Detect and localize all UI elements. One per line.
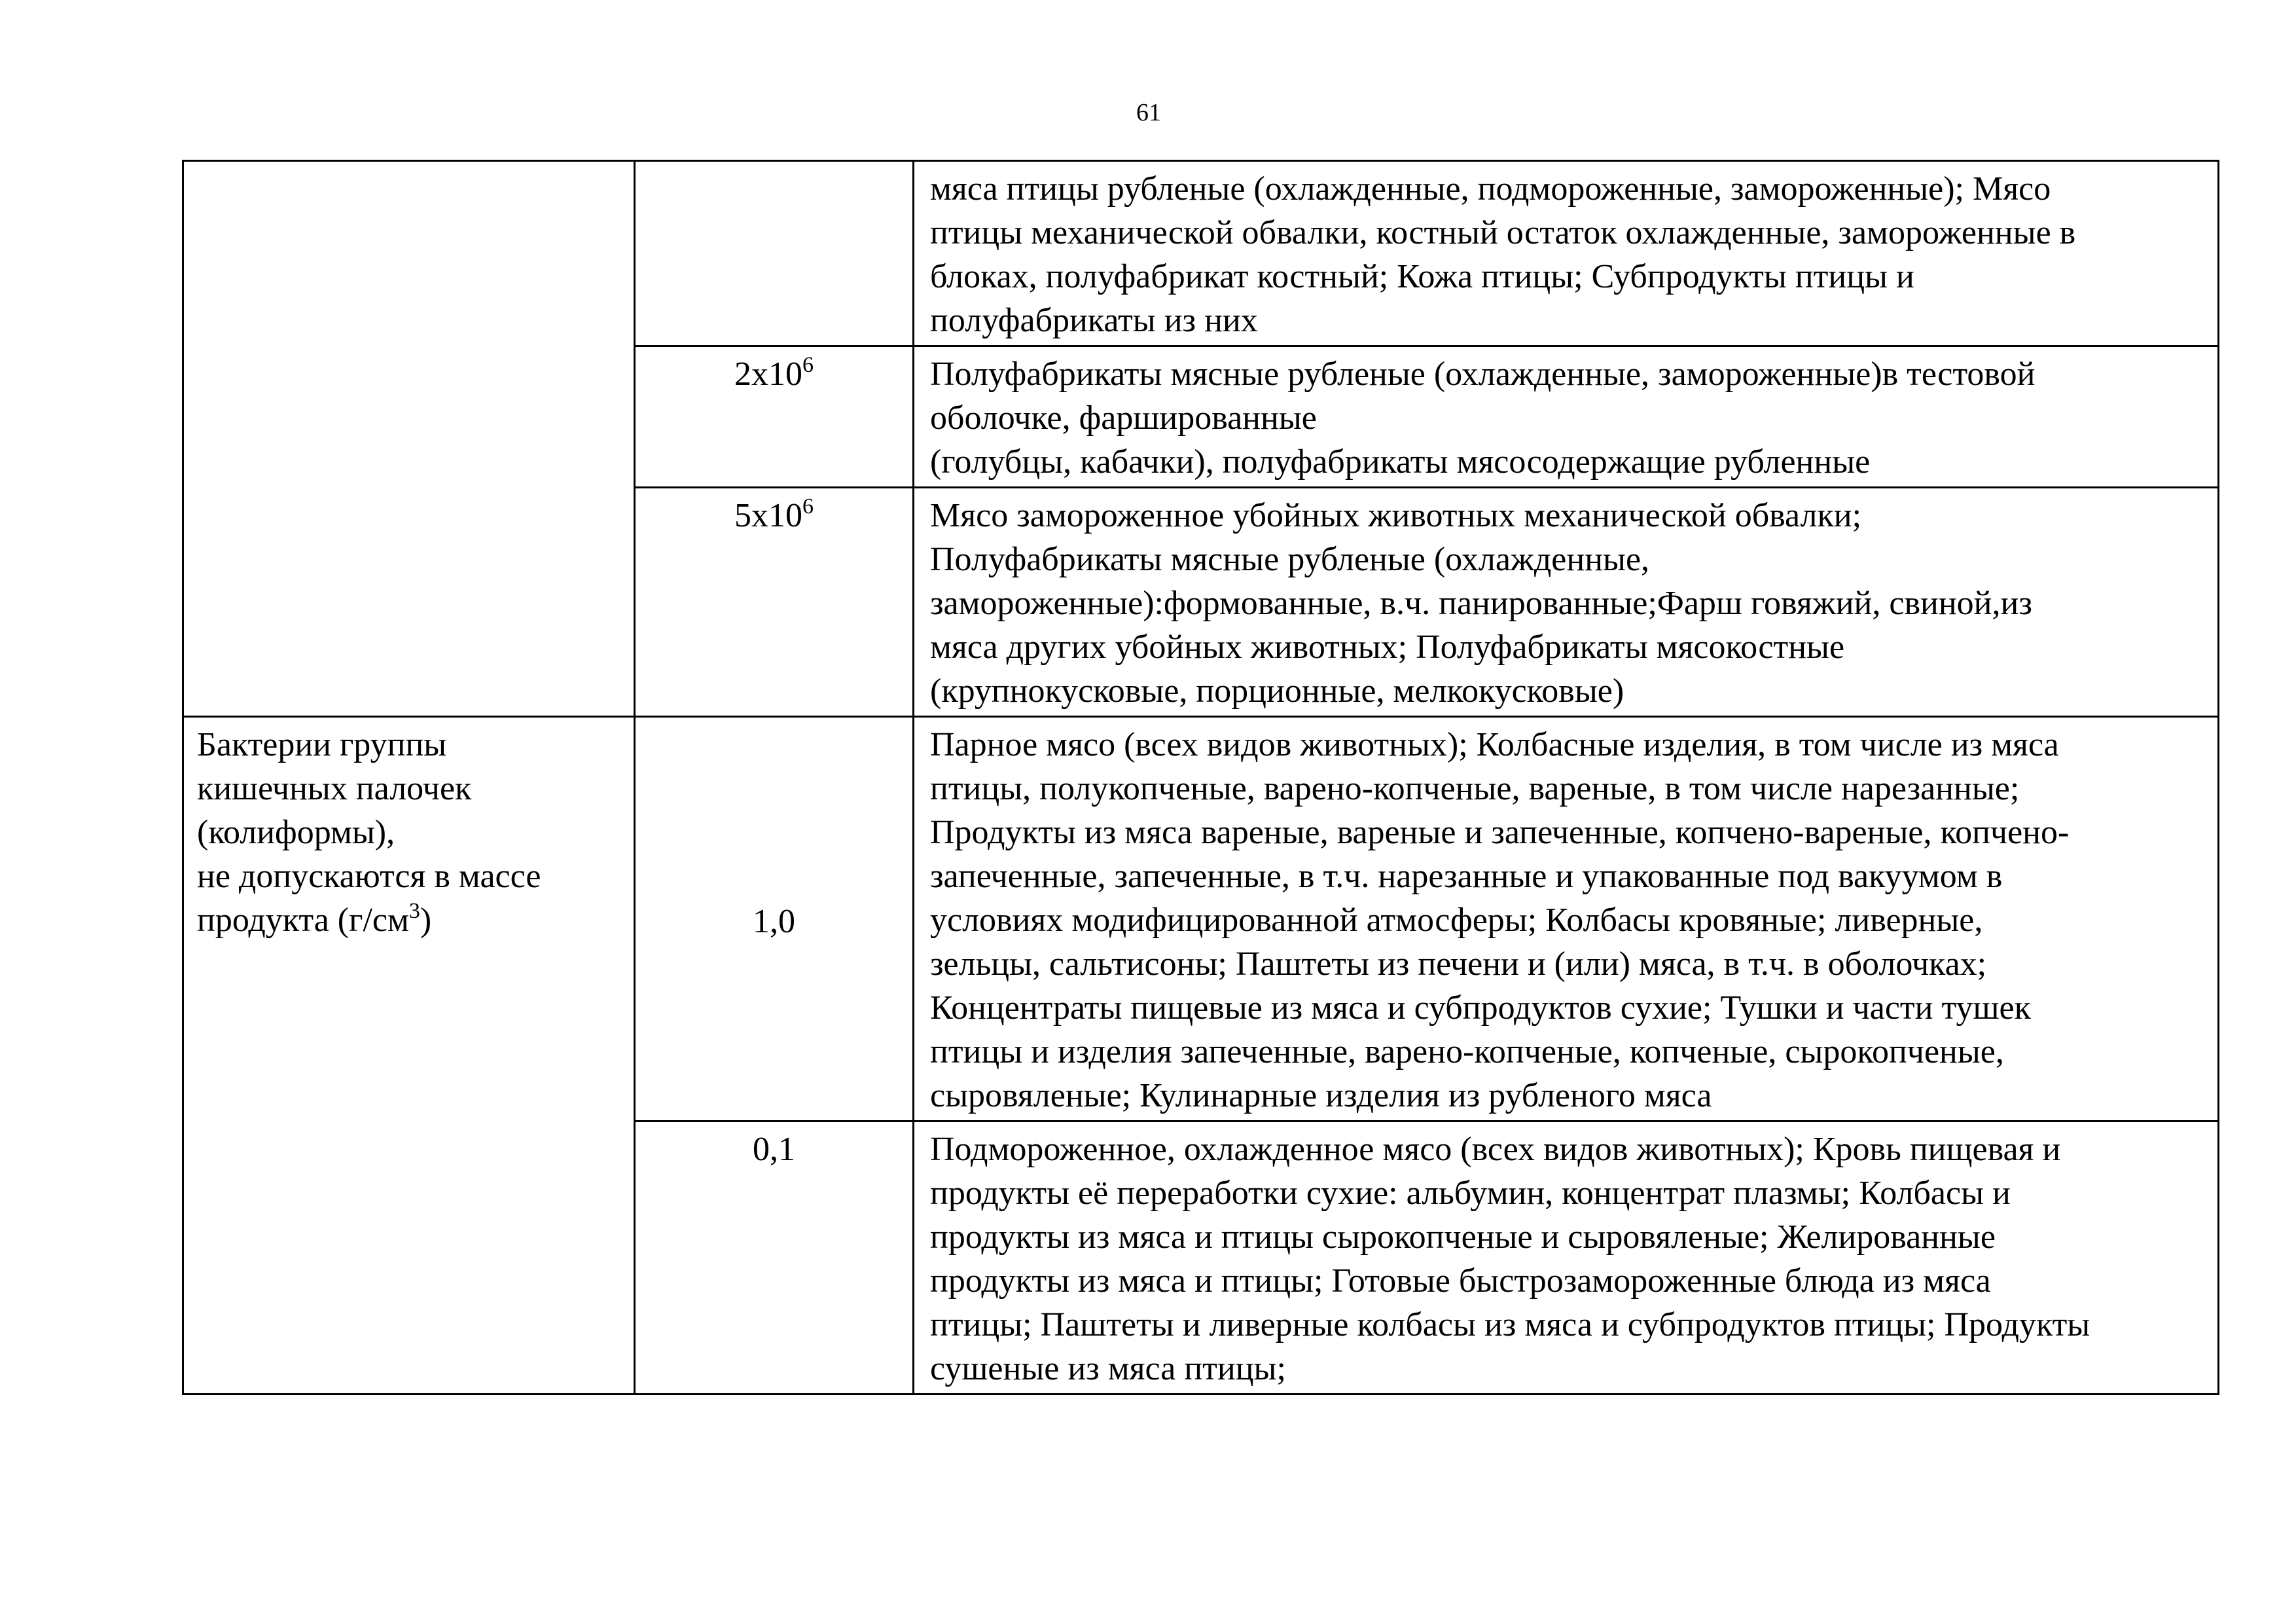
products-cell xyxy=(914,488,2219,717)
indicator-cell xyxy=(183,717,635,1395)
limit-value xyxy=(734,494,814,534)
product-line: полуфабрикаты из них xyxy=(930,302,1258,339)
product-line: сушеные из мяса птицы; xyxy=(930,1350,1286,1387)
product-line: зельцы, сальтисоны; Паштеты из печени и (или) мяса, в т.ч. в оболочках; xyxy=(930,945,1987,983)
product-line: оболочке, фаршированные xyxy=(930,399,1317,437)
limit-value xyxy=(734,353,814,393)
limit-value: 1,0 xyxy=(753,903,795,940)
product-line: сыровяленые; Кулинарные изделия из рубленого мяса xyxy=(930,1077,1712,1114)
product-line: продукты из мяса и птицы; Готовые быстрозамороженные блюда из мяса xyxy=(930,1262,1991,1300)
product-line: (голубцы, кабачки), полуфабрикаты мясосодержащие рубленные xyxy=(930,443,1871,481)
indicator-unit-line xyxy=(197,898,620,942)
product-line: птицы и изделия запеченные, варено-копченые, копченые, сырокопченые, xyxy=(930,1033,2004,1070)
product-line: Концентраты пищевые из мяса и субпродуктов сухие; Тушки и части тушек xyxy=(930,989,2031,1027)
limit-cell xyxy=(635,346,914,488)
table-row xyxy=(183,717,2219,1122)
product-line: условиях модифицированной атмосферы; Колбасы кровяные; ливерные, xyxy=(930,902,1983,939)
product-line: блоках, полуфабрикат костный; Кожа птицы; Субпродукты птицы и xyxy=(930,258,1914,295)
indicator-line: Бактерии группы xyxy=(197,726,447,763)
product-line: Полуфабрикаты мясные рубленые (охлажденные, xyxy=(930,541,1650,578)
product-line: (крупнокусковые, порционные, мелкокусковые) xyxy=(930,672,1624,710)
product-line: мяса птицы рубленые (охлажденные, подмороженные, замороженные); Мясо xyxy=(930,170,2051,208)
product-line: продукты из мяса и птицы сырокопченые и сыровяленые; Желированные xyxy=(930,1218,1996,1256)
products-cell xyxy=(914,346,2219,488)
product-line: Полуфабрикаты мясные рубленые (охлажденные, замороженные)в тестовой xyxy=(930,356,2036,393)
indicator-unit-suffix: ) xyxy=(420,902,432,939)
limit-exponent: 6 xyxy=(802,353,814,377)
limit-value: 0,1 xyxy=(753,1131,795,1168)
products-cell xyxy=(914,717,2219,1122)
indicator-line: кишечных палочек xyxy=(197,770,472,807)
page-number: 61 xyxy=(1136,99,1161,126)
limit-cell xyxy=(635,488,914,717)
product-line: мяса других убойных животных; Полуфабрикаты мясокостные xyxy=(930,629,1845,666)
indicator-cell-empty xyxy=(183,161,635,717)
product-line: замороженные):формованные, в.ч. панированные;Фарш говяжий, свиной,из xyxy=(930,585,2032,622)
product-line: птицы; Паштеты и ливерные колбасы из мяса и субпродуктов птицы; Продукты xyxy=(930,1306,2090,1343)
product-line: Парное мясо (всех видов животных); Колбасные изделия, в том числе из мяса xyxy=(930,726,2059,763)
requirements-table xyxy=(182,160,2219,1395)
products-cell xyxy=(914,161,2219,346)
limit-base: 5x10 xyxy=(734,497,802,534)
product-line: Подмороженное, охлажденное мясо (всех видов животных); Кровь пищевая и xyxy=(930,1131,2061,1168)
product-line: птицы, полукопченые, варено-копченые, вареные, в том числе нарезанные; xyxy=(930,770,2020,807)
product-line: Мясо замороженное убойных животных механической обвалки; xyxy=(930,497,1862,534)
indicator-unit-prefix: продукта (г/см xyxy=(197,902,409,939)
indicator-unit-exponent: 3 xyxy=(408,899,420,923)
product-line: запеченные, запеченные, в т.ч. нарезанные и упакованные под вакуумом в xyxy=(930,858,2003,895)
indicator-line: (колиформы), xyxy=(197,814,395,851)
product-line: Продукты из мяса вареные, вареные и запеченные, копчено-вареные, копчено- xyxy=(930,814,2070,851)
limit-base: 2x10 xyxy=(734,356,802,393)
limit-cell xyxy=(635,1122,914,1395)
limit-exponent: 6 xyxy=(802,494,814,519)
table-row xyxy=(183,161,2219,346)
product-line: продукты её переработки сухие: альбумин, концентрат плазмы; Колбасы и xyxy=(930,1175,2011,1212)
products-cell xyxy=(914,1122,2219,1395)
product-line: птицы механической обвалки, костный остаток охлажденные, замороженные в xyxy=(930,214,2076,251)
limit-cell xyxy=(635,717,914,1122)
indicator-line: не допускаются в массе xyxy=(197,858,541,895)
limit-cell xyxy=(635,161,914,346)
